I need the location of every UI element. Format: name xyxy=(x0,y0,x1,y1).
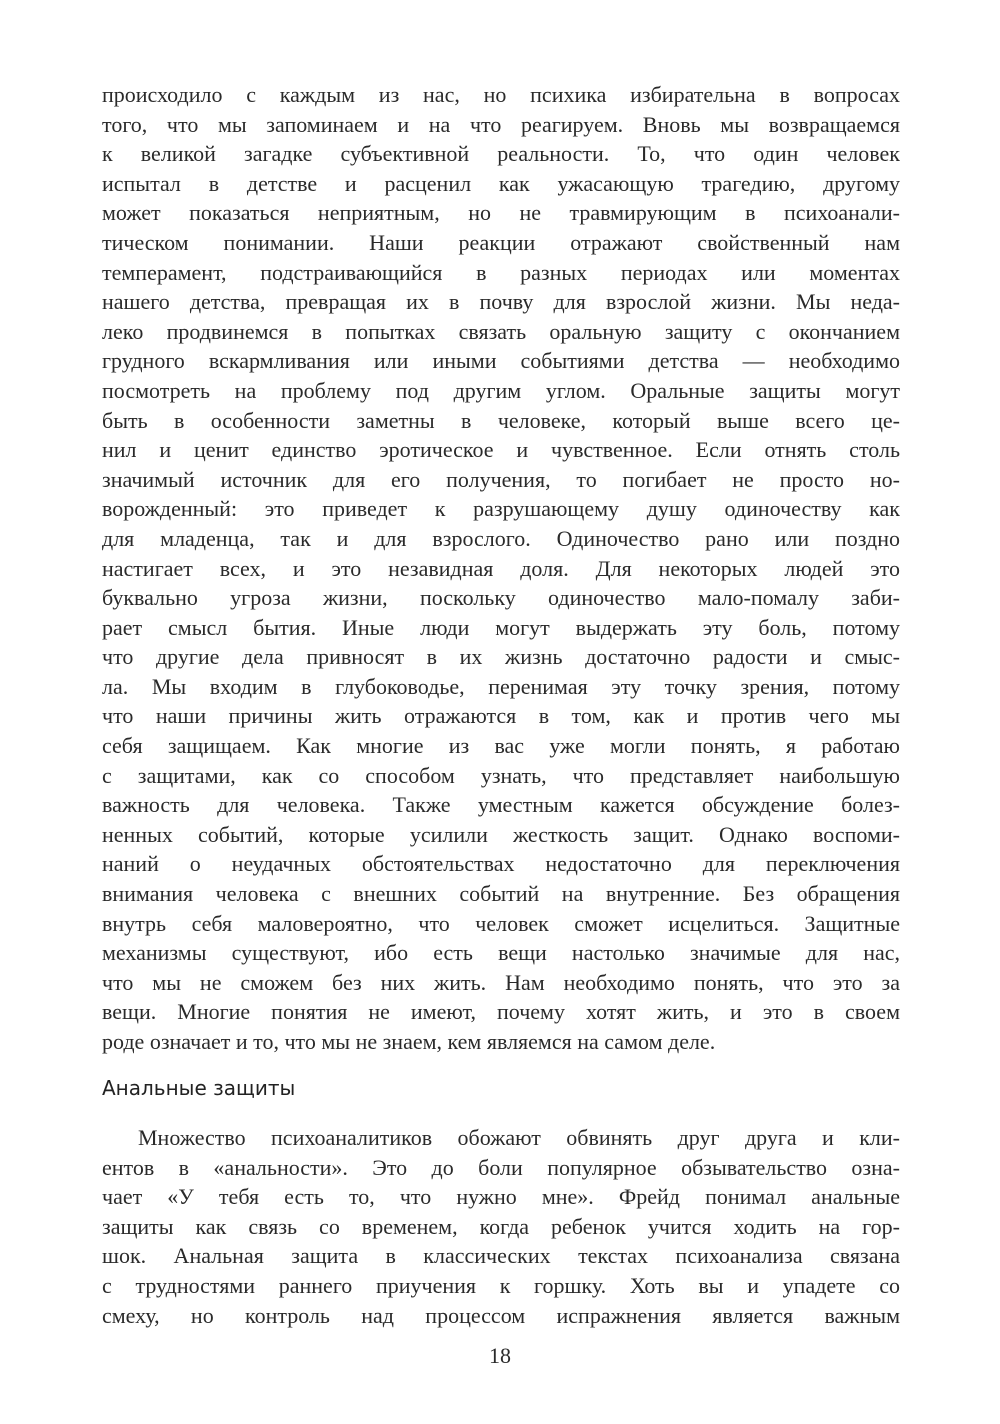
paragraph-1 xyxy=(102,80,900,1057)
text-line: шок. Анальная защита в классических текстах психоанализа связана xyxy=(102,1243,900,1269)
text-line: нашего детства, превращая их в почву для взрослой жизни. Мы неда- xyxy=(102,289,900,315)
text-line: вещи. Многие понятия не имеют, почему хотят жить, и это в своем xyxy=(102,999,900,1025)
text-line: темперамент, подстраивающийся в разных периодах или моментах xyxy=(102,259,900,285)
text-line: защиты как связь со временем, когда ребенок учится ходить на гор- xyxy=(102,1213,900,1239)
text-line: наний о неудачных обстоятельствах недостаточно для переключения xyxy=(102,851,900,877)
text-line: ненных событий, которые усилили жесткость защит. Однако воспоми- xyxy=(102,821,900,847)
text-line: нил и ценит единство эротическое и чувственное. Если отнять столь xyxy=(102,437,900,463)
text-line: настигает всех, и это незавидная доля. Для некоторых людей это xyxy=(102,555,900,581)
text-line: испытал в детстве и расценил как ужасающую трагедию, другому xyxy=(102,170,900,196)
text-line: себя защищаем. Как многие из вас уже могли понять, я работаю xyxy=(102,733,900,759)
text-line: ла. Мы входим в глубоководье, перенимая эту точку зрения, потому xyxy=(102,673,900,699)
text-line: ворожденный: это приведет к разрушающему душу одиночеству как xyxy=(102,496,900,522)
text-line: тическом понимании. Наши реакции отражают свойственный нам xyxy=(102,229,900,255)
text-line: внимания человека с внешних событий на внутренние. Без обращения xyxy=(102,881,900,907)
text-line: буквально угроза жизни, поскольку одиночество мало-помалу заби- xyxy=(102,585,900,611)
text-line: смеху, но контроль над процессом испражнения является важным xyxy=(102,1302,900,1328)
page-number: 18 xyxy=(489,1343,511,1368)
text-line: того, что мы запоминаем и на что реагируем. Вновь мы возвращаемся xyxy=(102,111,900,137)
text-line: чает «У тебя есть то, что нужно мне». Фрейд понимал анальные xyxy=(102,1184,900,1210)
text-line: значимый источник для его получения, то погибает не просто но- xyxy=(102,466,900,492)
text-line: посмотреть на проблему под другим углом. Оральные защиты могут xyxy=(102,377,900,403)
text-line: роде означает и то, что мы не знаем, кем являемся на самом деле. xyxy=(102,1029,716,1054)
text-line: для младенца, так и для взрослого. Одиночество рано или поздно xyxy=(102,525,900,551)
text-line: грудного вскармливания или иными событиями детства — необходимо xyxy=(102,348,900,374)
text-line: важность для человека. Также уместным кажется обсуждение болез- xyxy=(102,792,900,818)
text-line: ентов в «анальности». Это до боли популярное обзывательство озна- xyxy=(102,1154,900,1180)
text-line: механизмы существуют, ибо есть вещи настолько значимые для нас, xyxy=(102,940,900,966)
text-line: внутрь себя маловероятно, что человек сможет исцелиться. Защитные xyxy=(102,910,900,936)
text-line: происходило с каждым из нас, но психика избирательна в вопросах xyxy=(102,82,900,107)
text-line: с защитами, как со способом узнать, что представляет наибольшую xyxy=(102,762,900,788)
text-line: с трудностями раннего приучения к горшку. Хоть вы и упадете со xyxy=(102,1272,900,1298)
text-line: леко продвинемся в попытках связать оральную защиту с окончанием xyxy=(102,318,900,344)
text-line: что другие дела привносят в их жизнь достаточно радости и смыс- xyxy=(102,644,900,670)
text-line: быть в особенности заметны в человеке, который выше всего це- xyxy=(102,407,900,433)
text-line: что мы не сможем без них жить. Нам необходимо понять, что это за xyxy=(102,969,900,995)
text-line: Множество психоаналитиков обожают обвинять друг друга и кли- xyxy=(138,1125,900,1150)
paragraph-2 xyxy=(102,1123,900,1330)
text-line: что наши причины жить отражаются в том, как и против чего мы xyxy=(102,703,900,729)
section-heading: Анальные защиты xyxy=(102,1076,296,1100)
text-line: рает смысл бытия. Иные люди могут выдержать эту боль, потому xyxy=(102,614,900,640)
text-line: к великой загадке субъективной реальности. То, что один человек xyxy=(102,141,900,167)
text-line: может показаться неприятным, но не травмирующим в психоанали- xyxy=(102,200,900,226)
